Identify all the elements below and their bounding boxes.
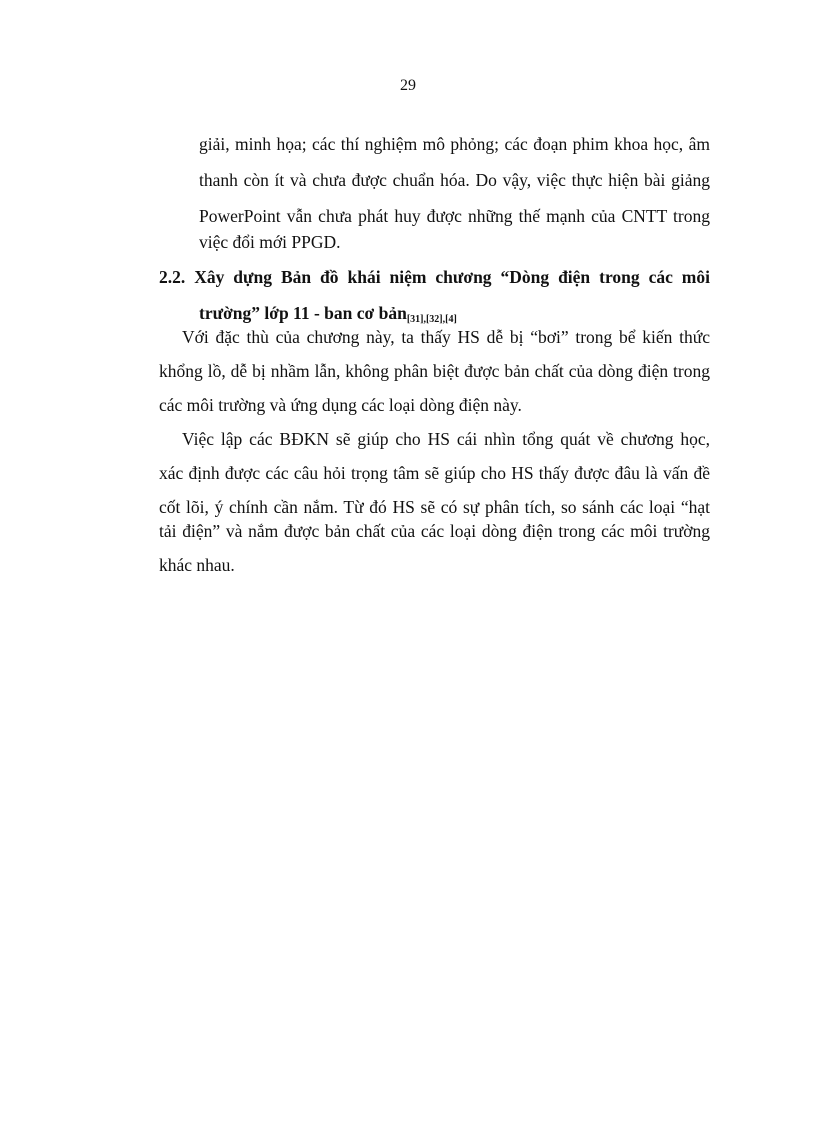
text-line: các môi trường và ứng dụng các loại dòng điện này. [159,395,522,415]
text-line: xác định được các câu hỏi trọng tâm sẽ giúp cho HS thấy được đâu là vấn đề [159,463,710,483]
text-line: khổng lồ, dễ bị nhầm lẫn, không phân biệt được bản chất của dòng điện trong [159,361,710,381]
text-line: việc đổi mới PPGD. [199,232,341,252]
text-line: tải điện” và nắm được bản chất của các loại dòng điện trong các môi trường [159,521,710,541]
text-line: khác nhau. [159,555,235,575]
page-number: 29 [400,77,416,94]
citation: [31],[32],[4] [406,314,457,325]
text-line: Với đặc thù của chương này, ta thấy HS dễ bị “bơi” trong bể kiến thức [182,327,710,347]
text-line: PowerPoint vẫn chưa phát huy được những thế mạnh của CNTT trong [199,206,710,226]
heading-text: trường” lớp 11 - ban cơ bản [199,303,407,323]
text-line: cốt lõi, ý chính cần nắm. Từ đó HS sẽ có sự phân tích, so sánh các loại “hạt [159,497,710,517]
text-line: giải, minh họa; các thí nghiệm mô phỏng; các đoạn phim khoa học, âm [199,134,710,154]
heading-line: 2.2. Xây dựng Bản đồ khái niệm chương “Dòng điện trong các môi [159,267,710,287]
text-line: thanh còn ít và chưa được chuẩn hóa. Do vậy, việc thực hiện bài giảng [199,170,710,190]
text-line: Việc lập các BĐKN sẽ giúp cho HS cái nhìn tổng quát về chương học, [182,429,710,449]
